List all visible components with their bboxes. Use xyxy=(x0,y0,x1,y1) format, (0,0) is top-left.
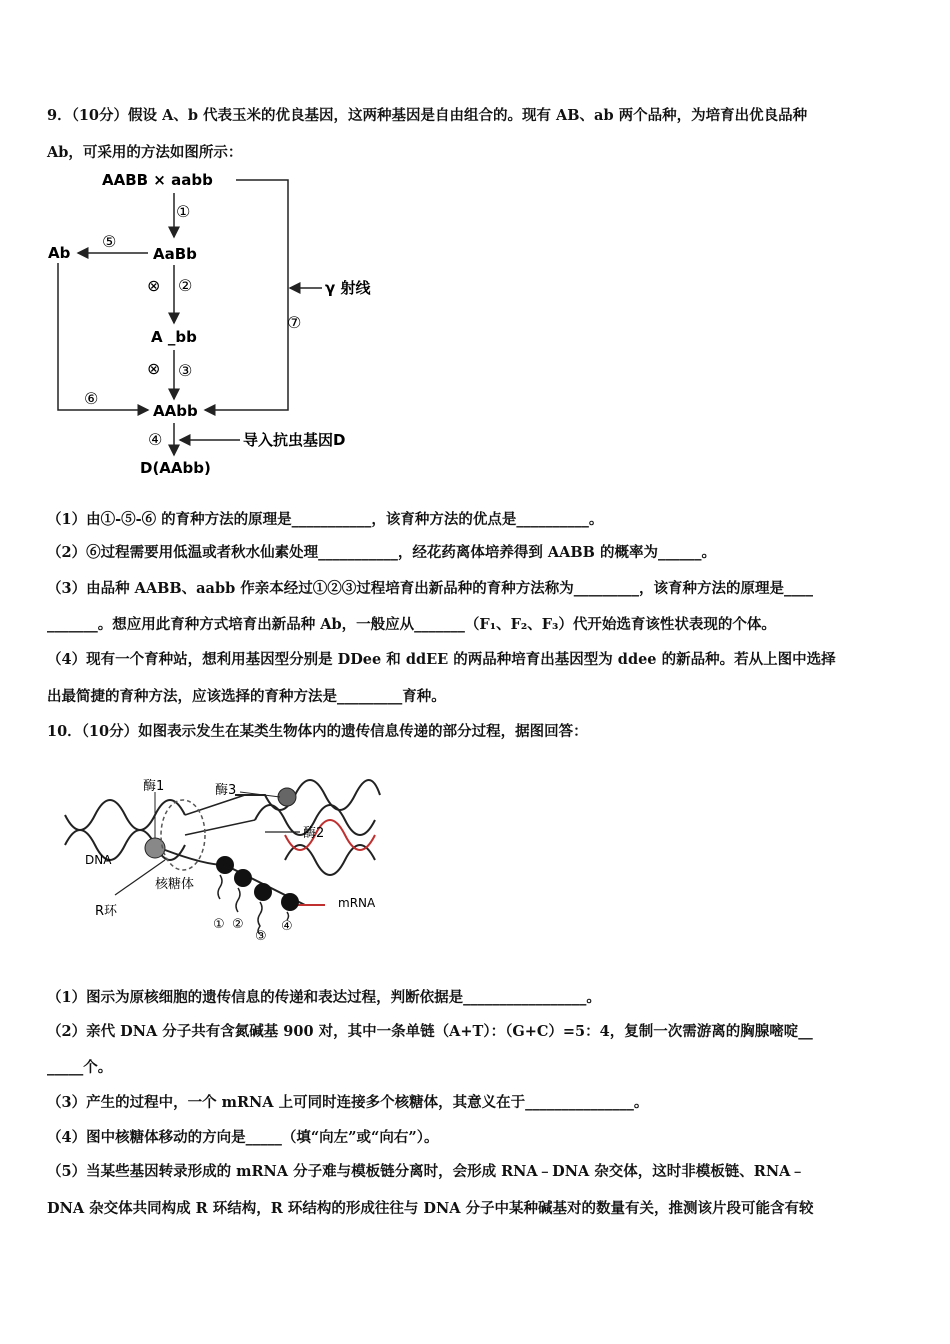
chain-4-label: ④ xyxy=(281,919,293,934)
diagram-top-cross: AABB × aabb xyxy=(102,171,213,189)
gamma-label: γ 射线 xyxy=(325,279,371,297)
q10-line1: 10．（10分）如图表示发生在某类生物体内的遗传信息传递的部分过程，据图回答： xyxy=(47,723,588,740)
step-3-label: ③ xyxy=(178,361,193,380)
q9-sub4a: （4）现有一个育种站，想利用基因型分别是 DDee 和 ddEE 的两品种培育出基因型为 ddee 的新品种。若从上图中选择 xyxy=(47,651,836,668)
r-loop-label: R环 xyxy=(95,904,118,919)
chain-3-label: ③ xyxy=(255,929,267,944)
q9-sub2: （2）⑥过程需要用低温或者秋水仙素处理___________，经花药离体培养得到 AABB 的概率为______。 xyxy=(47,544,716,561)
enzyme-3-label: 酶3 xyxy=(215,783,237,798)
step-7-label: ⑦ xyxy=(287,313,302,332)
import-label: 导入抗虫基因D xyxy=(243,431,346,449)
self-cross-1: ⊗ xyxy=(147,276,161,295)
breeding-diagram xyxy=(40,165,400,485)
q9-sub1: （1）由①-⑤-⑥ 的育种方法的原理是___________，该育种方法的优点是__________。 xyxy=(47,511,604,528)
q9-line1: 9．（10分）假设 A、b 代表玉米的优良基因，这两种基因是自由组合的。现有 AB、ab 两个品种，为培育出优良品种 xyxy=(47,107,808,124)
self-cross-2: ⊗ xyxy=(147,359,161,378)
aabb-homo: AAbb xyxy=(153,402,198,420)
chain-2-label: ② xyxy=(232,917,244,932)
q10-sub2a: （2）亲代 DNA 分子共有含氮碱基 900 对，其中一条单链（A+T）：（G+C）=5：4，复制一次需游离的胸腺嘧啶__ xyxy=(47,1023,813,1040)
ab-result: Ab xyxy=(48,244,71,262)
step-2-label: ② xyxy=(178,276,193,295)
q9-sub3b: _______。想应用此育种方式培育出新品种 Ab，一般应从_______（F₁、F₂、F₃）代开始选育该性状表现的个体。 xyxy=(47,616,776,633)
step-5-label: ⑤ xyxy=(102,232,117,251)
gene-expression-diagram xyxy=(55,770,395,950)
chain-1-label: ① xyxy=(213,917,225,932)
ribosome-label: 核糖体 xyxy=(155,877,195,892)
q10-sub4: （4）图中核糖体移动的方向是_____（填“向左”或“向右”）。 xyxy=(47,1129,439,1146)
step-4-label: ④ xyxy=(148,430,163,449)
step-6-label: ⑥ xyxy=(84,389,99,408)
aabb-hetero: AaBb xyxy=(153,245,197,263)
q9-sub4b: 出最简捷的育种方法，应该选择的育种方法是_________育种。 xyxy=(47,688,446,705)
dna-label: DNA xyxy=(85,853,112,867)
q9-line2: Ab，可采用的方法如图所示： xyxy=(47,144,243,161)
path-6 xyxy=(58,263,148,410)
a-bb-label: A _bb xyxy=(151,328,197,346)
final-result: D(AAbb) xyxy=(140,459,211,477)
step-1-label: ① xyxy=(176,202,191,221)
q10-sub3: （3）产生的过程中，一个 mRNA 上可同时连接多个核糖体，其意义在于_______________。 xyxy=(47,1094,649,1111)
mrna-label: mRNA xyxy=(338,896,376,910)
enzyme-2-label: 酶2 xyxy=(303,826,325,841)
q10-sub1: （1）图示为原核细胞的遗传信息的传递和表达过程，判断依据是_________________。 xyxy=(47,989,601,1006)
q9-sub3a: （3）由品种 AABB、aabb 作亲本经过①②③过程培育出新品种的育种方法称为_________，该育种方法的原理是____ xyxy=(47,580,814,597)
q10-sub2b: _____个。 xyxy=(47,1059,113,1076)
q10-sub5b: DNA 杂交体共同构成 R 环结构，R 环结构的形成往往与 DNA 分子中某种碱基对的数量有关，推测该片段可能含有较 xyxy=(47,1200,814,1217)
q10-sub5a: （5）当某些基因转录形成的 mRNA 分子难与模板链分离时，会形成 RNA﹣DNA 杂交体，这时非模板链、RNA﹣ xyxy=(47,1163,805,1180)
path-7 xyxy=(205,180,288,410)
enzyme-1-label: 酶1 xyxy=(143,779,165,794)
